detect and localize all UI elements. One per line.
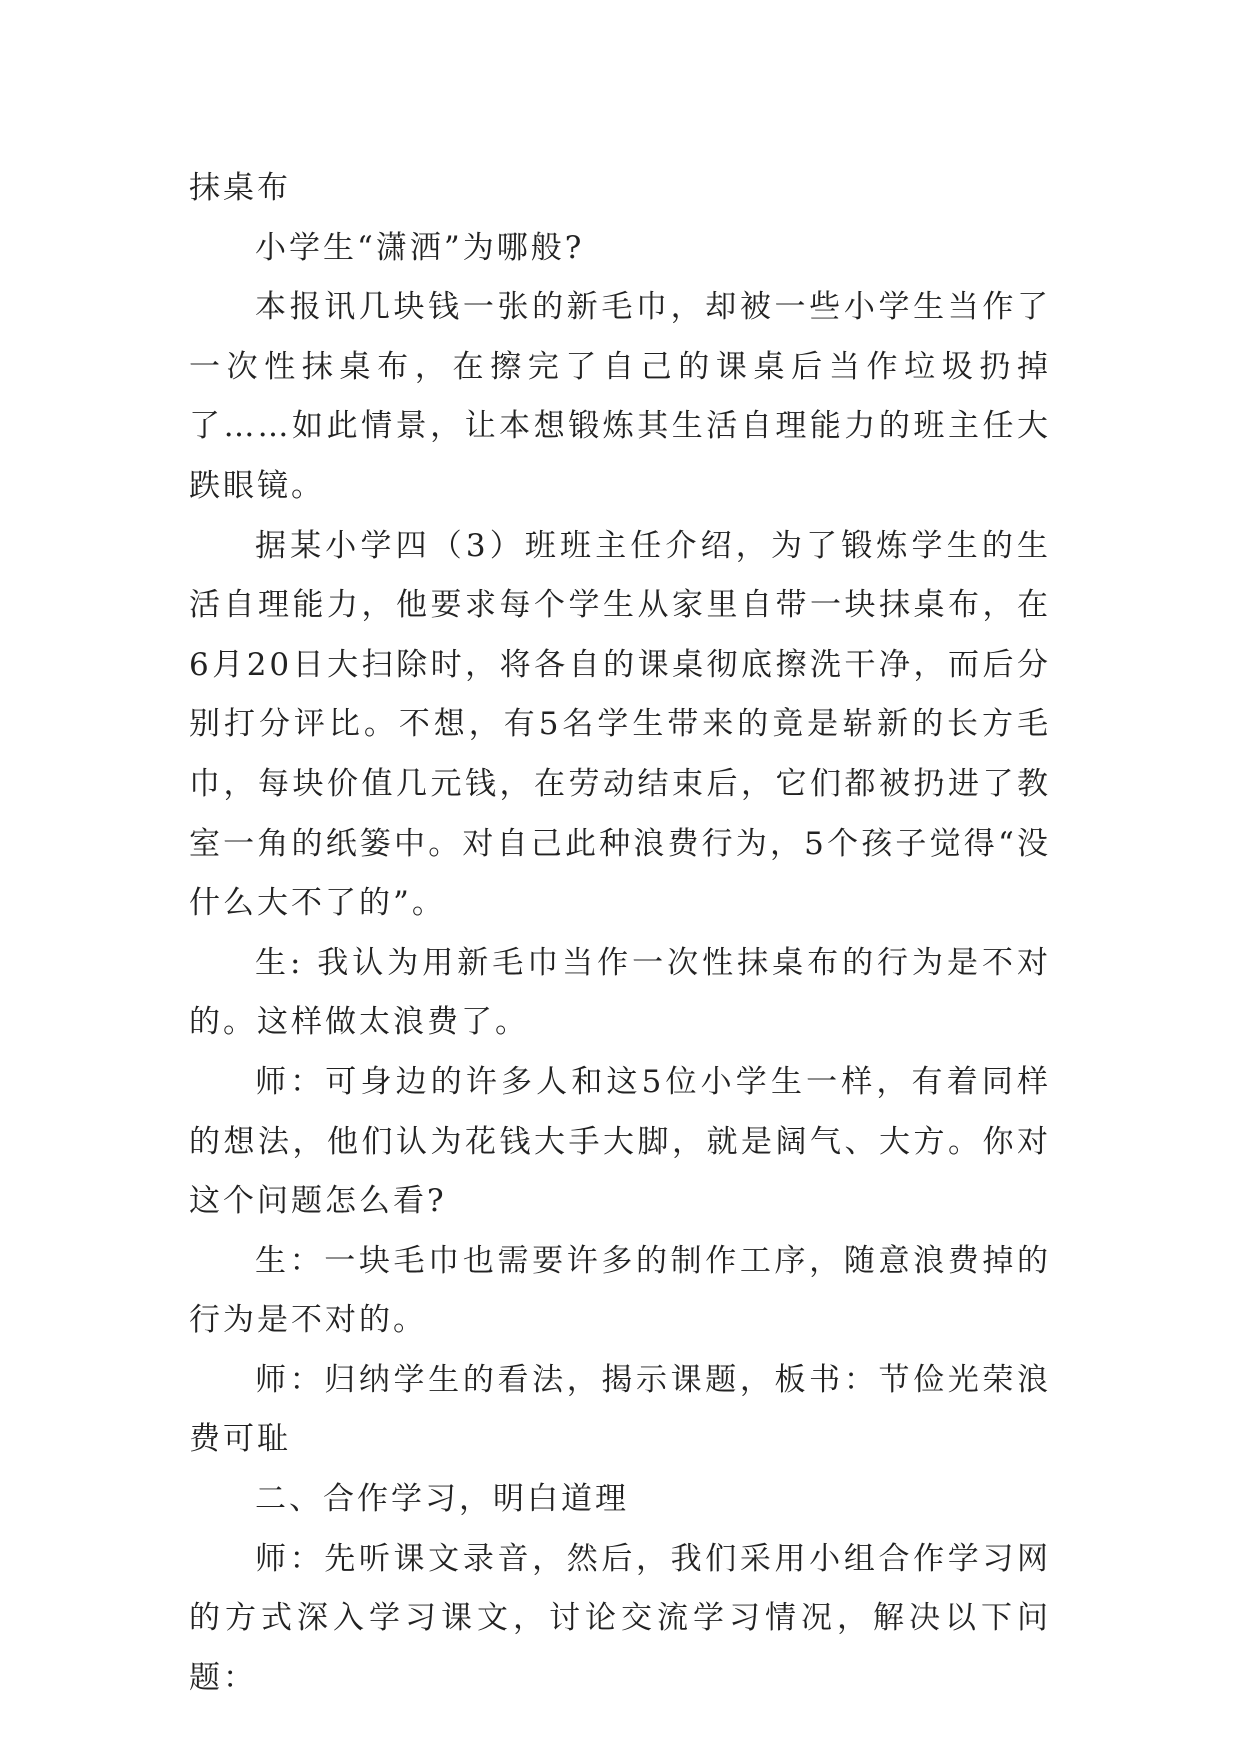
- paragraph-teacher-summary: 师：归纳学生的看法，揭示课题，板书：节俭光荣浪费可耻: [189, 1361, 1051, 1458]
- paragraph-teacher-question: 师：可身边的许多人和这5位小学生一样，有着同样的想法，他们认为花钱大手大脚，就是阔气、大方。你对这个问题怎么看?: [189, 1063, 1051, 1220]
- paragraph-continuation: 抹桌布: [189, 170, 291, 206]
- paragraph-section-heading: 二、合作学习，明白道理: [255, 1481, 629, 1518]
- paragraph-headline: 小学生“潇洒”为哪般?: [255, 229, 585, 266]
- paragraph-news-lead: 本报讯几块钱一张的新毛巾，却被一些小学生当作了一次性抹桌布，在擦完了自己的课桌后当作垃圾扔掉了……如此情景，让本想锻炼其生活自理能力的班主任大跌眼镜。: [189, 289, 1051, 504]
- paragraph-student-reply-2: 生：一块毛巾也需要许多的制作工序，随意浪费掉的行为是不对的。: [189, 1242, 1051, 1339]
- document-body: [189, 159, 1051, 1708]
- paragraph-news-body: 据某小学四（3）班班主任介绍，为了锻炼学生的生活自理能力，他要求每个学生从家里自带一块抹桌布，在6月20日大扫除时，将各自的课桌彻底擦洗干净，而后分别打分评比。不想，有5名学生带来的竟是崭新的长方毛巾，每块价值几元钱，在劳动结束后，它们都被扔进了教室一角的纸篓中。对自己此种浪费行为，5个孩子觉得“没什么大不了的”。: [189, 527, 1051, 922]
- paragraph-teacher-instruction: 师：先听课文录音，然后，我们采用小组合作学习网的方式深入学习课文，讨论交流学习情况，解决以下问题：: [189, 1540, 1051, 1696]
- paragraph-student-reply-1: 生: 我认为用新毛巾当作一次性抹桌布的行为是不对的。这样做太浪费了。: [189, 944, 1051, 1041]
